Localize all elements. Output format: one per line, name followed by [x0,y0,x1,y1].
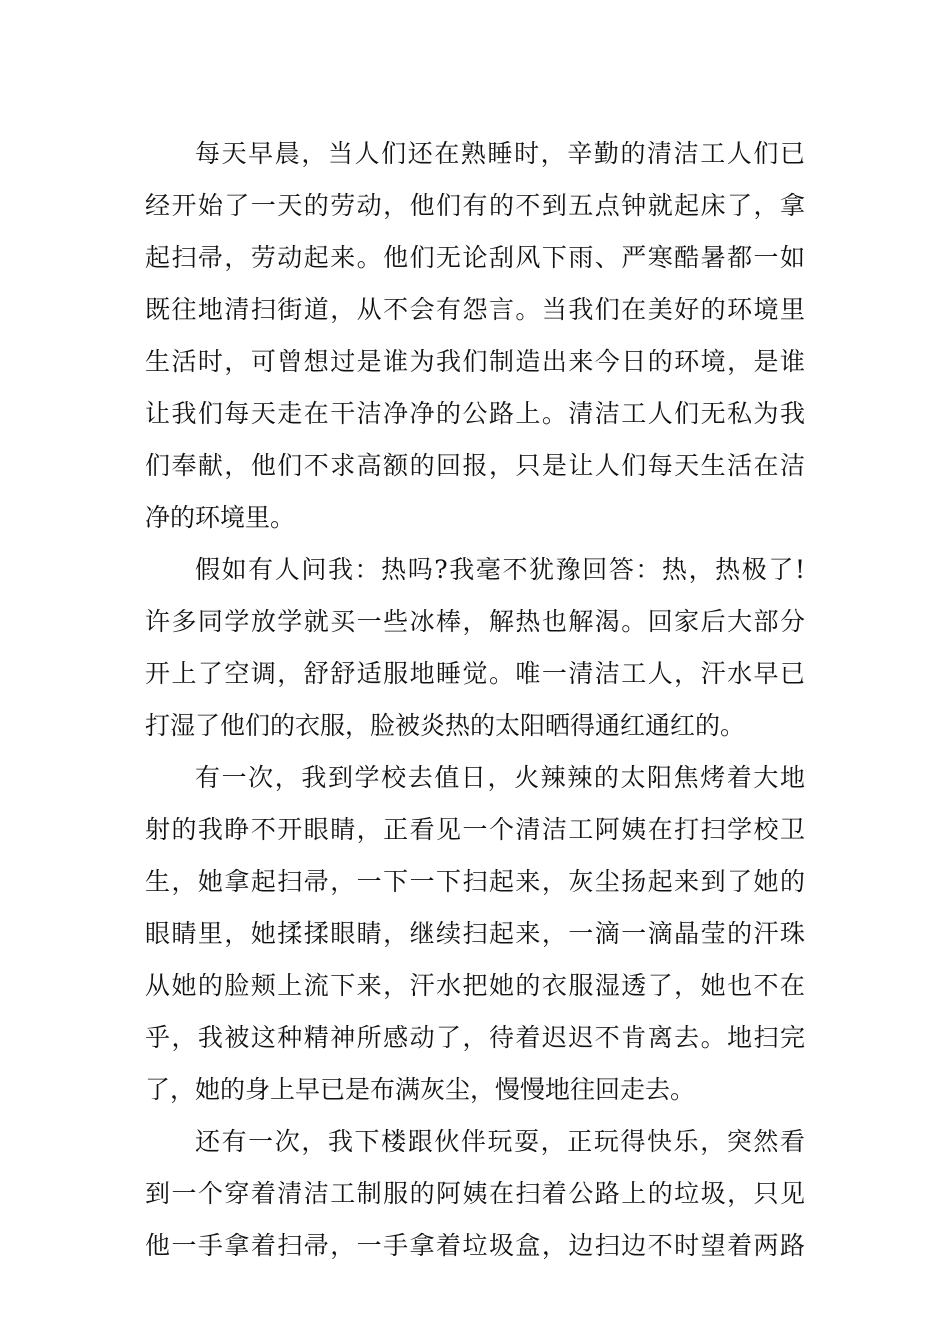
paragraph-line: 净的环境里。 [145,503,296,532]
paragraph-line: 到一个穿着清洁工制服的阿姨在扫着公路上的垃圾，只见 [145,1179,805,1208]
paragraph-line: 射的我睁不开眼睛，正看见一个清洁工阿姨在打扫学校卫 [145,815,805,844]
paragraph-line: 眼睛里，她揉揉眼睛，继续扫起来，一滴一滴晶莹的汗珠 [145,919,805,948]
paragraph-line: 每天早晨，当人们还在熟睡时，辛勤的清洁工人们已 [195,139,805,168]
paragraph-line: 们奉献，他们不求高额的回报，只是让人们每天生活在洁 [145,451,805,480]
paragraph-line: 他一手拿着扫帚，一手拿着垃圾盒，边扫边不时望着两路 [145,1231,805,1260]
paragraph-line: 既往地清扫街道，从不会有怨言。当我们在美好的环境里 [145,295,805,324]
paragraph-line: 从她的脸颊上流下来，汗水把她的衣服湿透了，她也不在 [145,971,805,1000]
paragraph-4 [145,1116,805,1272]
paragraph-line: 了，她的身上早已是布满灰尘，慢慢地往回走去。 [145,1075,696,1104]
paragraph-line: 开上了空调，舒舒适服地睡觉。唯一清洁工人，汗水早已 [145,659,805,688]
paragraph-line: 让我们每天走在干洁净净的公路上。清洁工人们无私为我 [145,399,805,428]
paragraph-line: 许多同学放学就买一些冰棒，解热也解渴。回家后大部分 [145,607,805,636]
document-body [145,128,805,1272]
paragraph-line: 打湿了他们的衣服，脸被炎热的太阳晒得通红通红的。 [145,711,746,740]
paragraph-2 [145,544,805,752]
paragraph-line: 经开始了一天的劳动，他们有的不到五点钟就起床了，拿 [145,191,805,220]
paragraph-line: 假如有人问我：热吗?我毫不犹豫回答：热，热极了! [195,555,805,584]
paragraph-3 [145,752,805,1116]
paragraph-line: 起扫帚，劳动起来。他们无论刮风下雨、严寒酷暑都一如 [145,243,805,272]
paragraph-line: 还有一次，我下楼跟伙伴玩耍，正玩得快乐，突然看 [195,1127,805,1156]
paragraph-line: 乎，我被这种精神所感动了，待着迟迟不肯离去。地扫完 [145,1023,805,1052]
paragraph-line: 有一次，我到学校去值日，火辣辣的太阳焦烤着大地 [195,763,805,792]
paragraph-line: 生活时，可曾想过是谁为我们制造出来今日的环境，是谁 [145,347,805,376]
paragraph-1 [145,128,805,544]
paragraph-line: 生，她拿起扫帚，一下一下扫起来，灰尘扬起来到了她的 [145,867,805,896]
